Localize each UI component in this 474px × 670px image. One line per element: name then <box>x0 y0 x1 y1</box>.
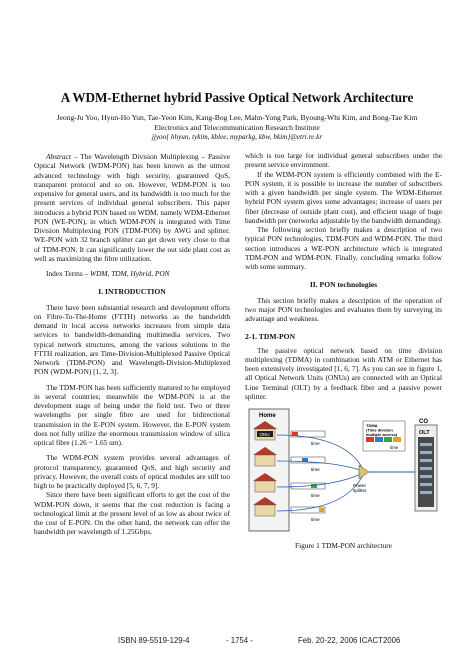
index-terms <box>34 269 230 278</box>
figure-tdm-pon-architecture <box>245 407 441 535</box>
drop-fibers <box>277 435 363 511</box>
index-terms-text: – WDM, TDM, Hybrid, PON <box>82 269 170 278</box>
left-column <box>34 152 230 537</box>
time-label: time <box>311 493 320 498</box>
intro-paragraph-3: The WDM-PON system provides several advantages of protocol transparency, guaranteed QoS, and high security and privacy. However, the overall costs of optical modules are still too high to be practically deployed [5, 6, 7, 9]. <box>34 453 230 490</box>
abstract-label: Abstract <box>46 152 71 161</box>
footer-isbn: ISBN 89-5519-129-4 <box>118 636 190 645</box>
right-column <box>245 151 442 550</box>
index-terms-label: Index Terms <box>46 269 83 278</box>
tdma-label: TDMA (Time division multiple access) <box>366 423 398 437</box>
co-label: CO <box>419 419 428 425</box>
footer-conference: Feb. 20-22, 2006 ICACT2006 <box>298 636 401 645</box>
home-label: Home <box>259 413 276 419</box>
right-paragraph-0: which is too large for individual general subscribers under the present service environment. <box>245 151 442 170</box>
author-emails: jjyoo{ hhyun, tykim, kblee, myparkg, kbw, bkim}@etri.re.kr <box>151 133 323 141</box>
intro-paragraph-4: Since there have been significant efforts to get the cost of the WDM-PON down, it seems that the cost reduction is facing a technological limit at the present level of as low as about twice of the cost of E-PON. On the other hand, the network can offer the bandwidth per wavelength of 1.25Gbps, <box>34 490 230 537</box>
subsection-heading-tdm-pon: 2-1. TDM-PON <box>245 332 296 342</box>
author-block <box>30 113 444 133</box>
figure-caption: Figure 1 TDM-PON architecture <box>295 541 392 550</box>
power-splitter-icon <box>359 465 369 479</box>
tdm-pon-diagram <box>245 407 441 535</box>
right-paragraph-1: If the WDM-PON system is efficiently combined with the E-PON system, it is possible to increase the number of subscribers with a given bandwidth per single system. The WDM-Ethernet hybrid PON system gives some advantages; increase of users per fiber (decrease of outside plant cost), and efficient usage of huge bandwidth per (networks adjustable by the bandwidth demanding). <box>245 169 442 225</box>
power-splitter-label: Power splitter <box>353 483 367 494</box>
authors: Jeong-Ju Yoo, Hyun-Ho Yun, Tae-Yeon Kim, Kang-Bog Lee, Mahn-Yong Park, Byoung-Whi Kim, and Bong-Tae Kim <box>56 113 418 122</box>
section-heading-pon-technologies: II. PON technologies <box>309 280 378 290</box>
affiliation: Electronics and Telecommunication Research Institute <box>154 123 320 132</box>
time-slot-strips <box>291 431 325 513</box>
olt-rack-icon <box>418 437 434 507</box>
paper-title: A WDM-Ethernet hybrid Passive Optical Network Architecture <box>60 90 414 105</box>
section-heading-introduction: I. INTRODUCTION <box>98 287 166 297</box>
right-paragraph-2: The following section briefly makes a description of two typical PON technologies, TDM-PON and WDM-PON. The third section introduces a WE-PON architecture which is integrated TDM-PON and WDM-PON. Finally, concluding remarks follow with some summary. <box>245 225 442 271</box>
section2-paragraph: This section briefly makes a description of the operation of two major PON technologies and evaluates them by surveying its advantage and weakness. <box>245 295 442 323</box>
abstract-text: – The Wavelength Division Multiplexing – Passive Optical Network (WDM-PON) has been known as the utmost advanced technology with high security, guaranteed QoS, transparent protocol and so on. However, WDM-PON is too expensive for general users, and its bandwidth is too much for the present services of individual general subscribers. This paper introduces a hybrid PON based on WDM, namely WDM-Ethernet PON (WE-PON), in which WDM-PON is integrated with Time Division Multiplexing PON (TDM-PON) by AWG and splitter. WE-PON with 32 branch splitter can get down very close to that of TDM-PON. It can significantly lower the out side plant cost as well as maximizing the fibre utilization. <box>34 152 230 263</box>
abstract <box>34 152 230 263</box>
olt-label: OLT <box>419 430 430 436</box>
time-label: time <box>311 517 320 522</box>
intro-paragraph-2: The TDM-PON has been sufficiently matured to be employed in several countries; meanwhile the WDM-PON is at the development stage of being under the field test. Two or three wavelengths per single fibre are used for bidirectional transmission in the E-PON system. However, the E-PON system does not fully utilize the enormous transmission window of silica optical fibre (1.26 ~ 1.65 um). <box>34 382 230 447</box>
time-label: time <box>390 445 399 450</box>
footer-page-number: - 1754 - <box>226 636 253 645</box>
onu-label: ONU <box>259 432 270 437</box>
time-label: time <box>311 467 320 472</box>
intro-paragraph-1: There have been substantial research and development efforts on Fibre-To-The-Home (FTTH) networks as the bandwidth demand in local access networks increases from simple data services to bandwidth-demanding multimedia services. Two typical network structures, among the various solutions to the FTTH realization, are Time-Division-Multiplexed Passive Optical Network (TDM-PON) and Wavelength-Division-Multiplexed PON (WDM-PON) [1, 2, 3]. <box>34 302 230 377</box>
tdm-pon-paragraph: The passive optical network based on time division multiplexing (TDMA) in combination with ATM or Ethernet has been extensively investigated [1, 6, 7]. As you can see in figure 1, all Optical Network Units (ONUs) are connected with an Optical Line Terminal (OLT) by a feedback fiber and a passive power splitter. <box>245 345 442 401</box>
time-label: time <box>311 441 320 446</box>
